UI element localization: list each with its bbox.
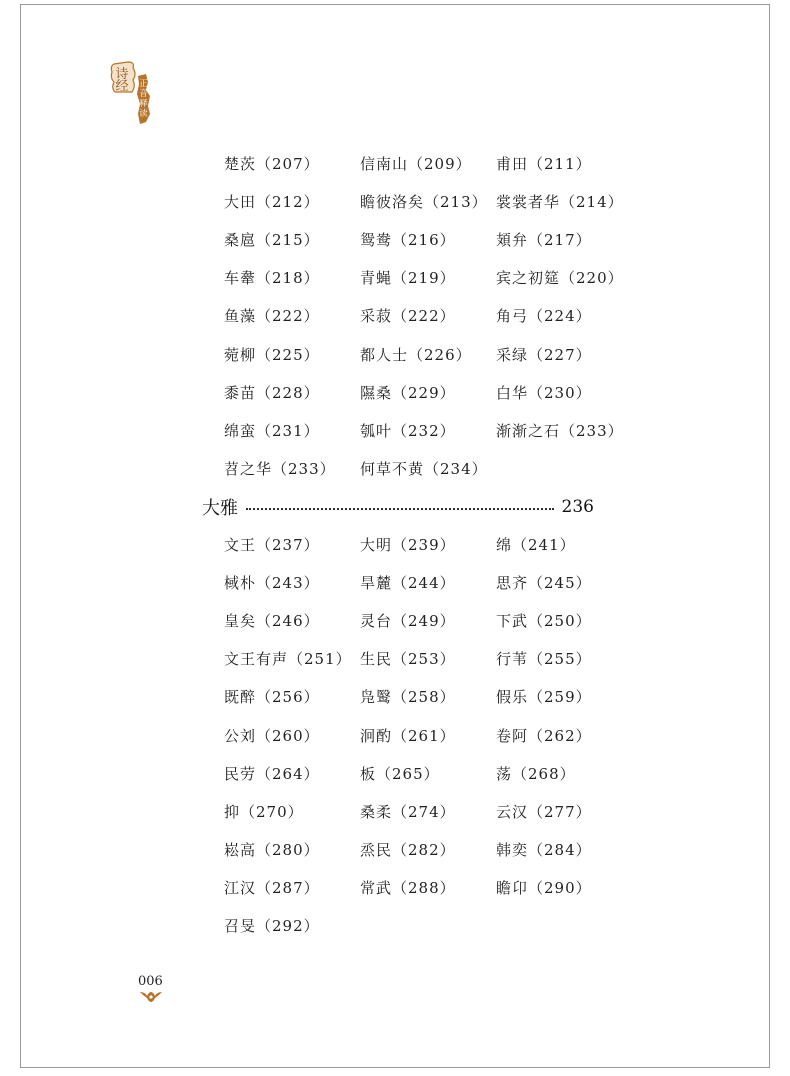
- toc-entry[interactable]: 桑扈（215）: [224, 230, 320, 249]
- toc-entry[interactable]: 烝民（282）: [360, 841, 456, 860]
- toc-entry[interactable]: 卷阿（262）: [496, 726, 592, 745]
- section-title: 大雅: [202, 498, 238, 519]
- toc-entry[interactable]: 民劳（264）: [224, 764, 320, 783]
- toc-entry[interactable]: 采菽（222）: [360, 307, 456, 326]
- toc-entry[interactable]: 江汉（287）: [224, 879, 320, 898]
- toc-entry[interactable]: 渐渐之石（233）: [496, 421, 624, 440]
- toc-entry[interactable]: 鸳鸯（216）: [360, 230, 456, 249]
- toc-entry[interactable]: 公刘（260）: [224, 726, 320, 745]
- subtitle-char-1: 正: [139, 79, 148, 89]
- toc-entry[interactable]: 何草不黄（234）: [360, 460, 488, 479]
- toc-entry[interactable]: 生民（253）: [360, 650, 456, 669]
- toc-entry[interactable]: 角弓（224）: [496, 307, 592, 326]
- toc-entry[interactable]: 泂酌（261）: [360, 726, 456, 745]
- dot-leader: [246, 508, 554, 510]
- toc-entry[interactable]: 都人士（226）: [360, 345, 472, 364]
- toc-entry[interactable]: 黍苗（228）: [224, 383, 320, 402]
- toc-entry[interactable]: 采绿（227）: [496, 345, 592, 364]
- toc-entry[interactable]: 皇矣（246）: [224, 611, 320, 630]
- toc-entry[interactable]: 绵（241）: [496, 535, 576, 554]
- toc-entry[interactable]: 荡（268）: [496, 764, 576, 783]
- toc-entry[interactable]: 瞻卬（290）: [496, 879, 592, 898]
- toc-entry[interactable]: 大田（212）: [224, 192, 320, 211]
- toc-entry[interactable]: 菀柳（225）: [224, 345, 320, 364]
- toc-entry[interactable]: 抑（270）: [224, 802, 304, 821]
- toc-entry[interactable]: 常武（288）: [360, 879, 456, 898]
- section-page-number: 236: [561, 497, 594, 517]
- ornament-icon: [138, 990, 164, 1004]
- book-title-second-char: 经: [115, 79, 129, 94]
- toc-entry[interactable]: 楚茨（207）: [224, 154, 320, 173]
- toc-entry[interactable]: 苕之华（233）: [224, 460, 336, 479]
- toc-entry[interactable]: 瞻彼洛矣（213）: [360, 192, 488, 211]
- daya-section-heading[interactable]: [202, 494, 594, 520]
- subtitle-char-2: 音: [139, 89, 148, 99]
- toc-entry[interactable]: 信南山（209）: [360, 154, 472, 173]
- book-title-seal-icon: [108, 56, 160, 132]
- toc-entry[interactable]: 裳裳者华（214）: [496, 192, 624, 211]
- toc-entry[interactable]: 既醉（256）: [224, 688, 320, 707]
- toc-entry[interactable]: 瓠叶（232）: [360, 421, 456, 440]
- daya-toc-list: [224, 525, 644, 945]
- toc-entry[interactable]: 韩奕（284）: [496, 841, 592, 860]
- book-title-first-char: 诗: [115, 67, 129, 82]
- toc-entry[interactable]: 白华（230）: [496, 383, 592, 402]
- toc-entry[interactable]: 思齐（245）: [496, 573, 592, 592]
- toc-entry[interactable]: 车舝（218）: [224, 269, 320, 288]
- toc-entry[interactable]: 板（265）: [360, 764, 440, 783]
- toc-entry[interactable]: 崧高（280）: [224, 841, 320, 860]
- toc-entry[interactable]: 宾之初筵（220）: [496, 269, 624, 288]
- toc-entry[interactable]: 文王有声（251）: [224, 650, 352, 669]
- toc-entry[interactable]: 灵台（249）: [360, 611, 456, 630]
- toc-entry[interactable]: 假乐（259）: [496, 688, 592, 707]
- toc-entry[interactable]: 云汉（277）: [496, 802, 592, 821]
- subtitle-char-3: 释: [139, 99, 148, 109]
- xiaoya-entry-grid: [224, 144, 644, 488]
- toc-entry[interactable]: 下武（250）: [496, 611, 592, 630]
- toc-entry[interactable]: 棫朴（243）: [224, 573, 320, 592]
- toc-entry[interactable]: 凫鹥（258）: [360, 688, 456, 707]
- toc-entry[interactable]: 大明（239）: [360, 535, 456, 554]
- toc-entry[interactable]: 行苇（255）: [496, 650, 592, 669]
- toc-entry[interactable]: 青蝇（219）: [360, 269, 456, 288]
- toc-entry[interactable]: 桑柔（274）: [360, 802, 456, 821]
- toc-entry[interactable]: 召旻（292）: [224, 917, 320, 936]
- toc-entry[interactable]: 隰桑（229）: [360, 383, 456, 402]
- toc-entry[interactable]: 頍弁（217）: [496, 230, 592, 249]
- daya-entry-grid: [224, 525, 644, 945]
- toc-entry[interactable]: 甫田（211）: [496, 154, 592, 173]
- xiaoya-toc-list: [224, 144, 644, 488]
- page-number: 006: [138, 974, 163, 989]
- toc-entry[interactable]: 文王（237）: [224, 535, 320, 554]
- toc-entry[interactable]: 鱼藻（222）: [224, 307, 320, 326]
- toc-entry[interactable]: 绵蛮（231）: [224, 421, 320, 440]
- subtitle-char-4: 读: [139, 109, 148, 119]
- toc-entry[interactable]: 旱麓（244）: [360, 573, 456, 592]
